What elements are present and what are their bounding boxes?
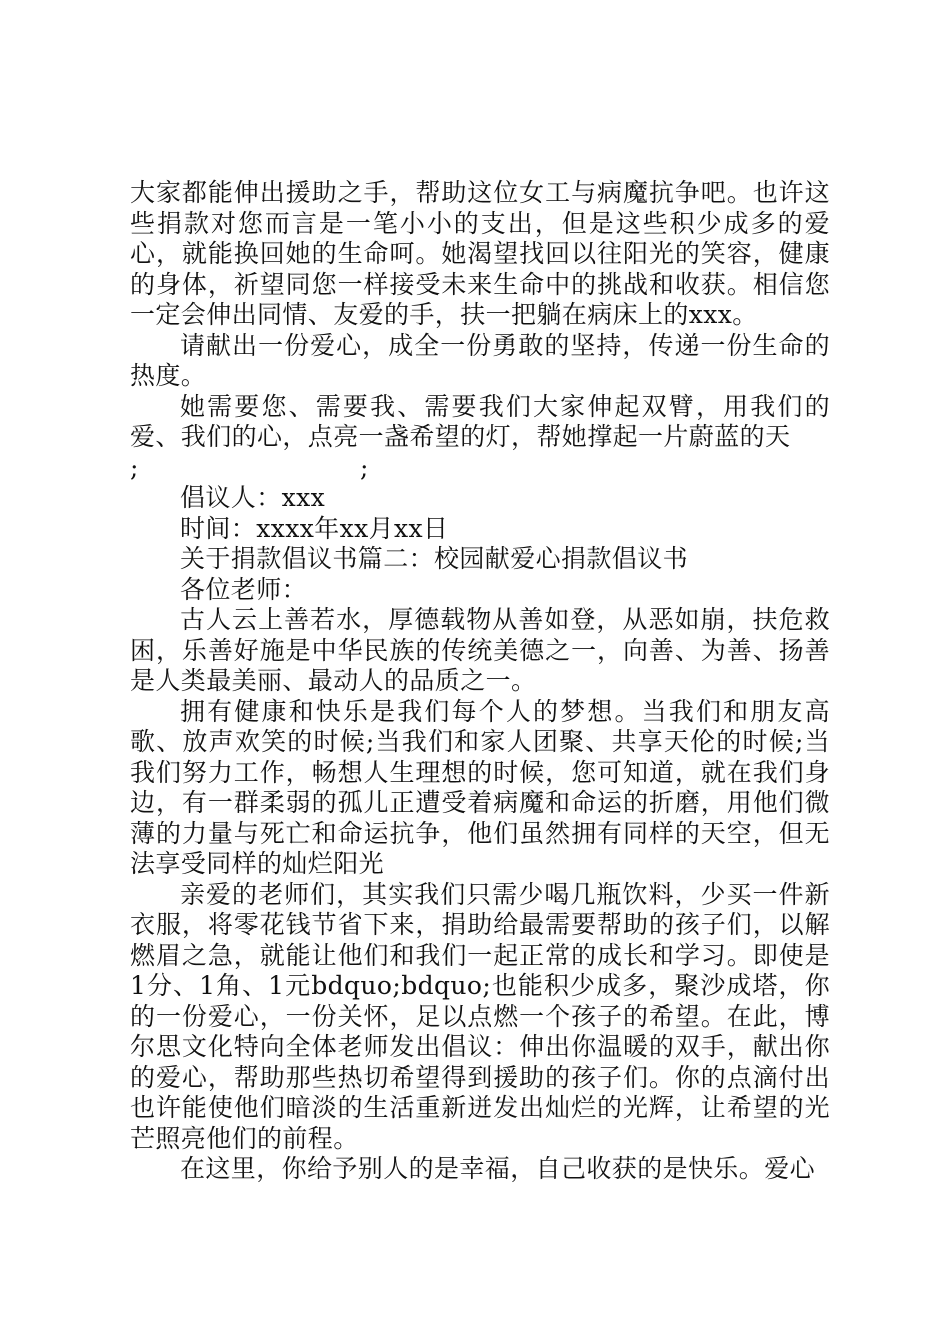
paragraph-here-you-give: 在这里，你给予别人的是幸福，自己收获的是快乐。爱心 — [180, 1154, 816, 1183]
initiator-line: 倡议人：xxx — [180, 483, 326, 512]
salutation: 各位老师： — [180, 574, 308, 604]
semicolon-mark: ; — [360, 452, 369, 482]
paragraph-offer-love: 请献出一份爱心，成全一份勇敢的坚持，传递一份生命的热度。 — [130, 330, 830, 390]
paragraph-she-needs-you: 她需要您、需要我、需要我们大家伸起双臂，用我们的爱、我们的心，点亮一盏希望的灯，帮她撑起一片蔚蓝的天 — [130, 391, 830, 451]
paragraph-dear-teachers: 亲爱的老师们，其实我们只需少喝几瓶饮料，少买一件新衣服，将零花钱节省下来，捐助给最需要帮助的孩子们，以解燃眉之急，就能让他们和我们一起正常的成长和学习。即使是1分、1角、1元bdquo;bdquo;也能积少成多，聚沙成塔，你的一份爱心，一份关怀，足以点燃一个孩子的希望。在此，博尔思文化特向全体老师发出倡议：伸出你温暖的双手，献出你的爱心，帮助那些热切希望得到援助的孩子们。你的点滴付出也许能使他们暗淡的生活重新迸发出灿烂的光辉，让希望的光芒照亮他们的前程。 — [130, 879, 830, 1153]
semicolon-mark: ; — [130, 452, 139, 482]
paragraph-health-happiness: 拥有健康和快乐是我们每个人的梦想。当我们和朋友高歌、放声欢笑的时候;当我们和家人团聚、共享天伦的时候;当我们努力工作，畅想人生理想的时候，您可知道，就在我们身边，有一群柔弱的孤儿正遭受着病魔和命运的折磨，用他们微薄的力量与死亡和命运抗争，他们虽然拥有同样的天空，但无法享受同样的灿烂阳光 — [130, 696, 830, 878]
paragraph-appeal-help: 大家都能伸出援助之手，帮助这位女工与病魔抗争吧。也许这些捐款对您而言是一笔小小的支出，但是这些积少成多的爱心，就能换回她的生命呵。她渴望找回以往阳光的笑容，健康的身体，祈望同您一样接受未来生命中的挑战和收获。相信您一定会伸出同情、友爱的手，扶一把躺在病床上的xxx。 — [130, 178, 830, 329]
document-body — [130, 178, 830, 1185]
paragraph-virtue: 古人云上善若水，厚德载物从善如登，从恶如崩，扶危救困，乐善好施是中华民族的传统美德之一，向善、为善、扬善是人类最美丽、最动人的品质之一。 — [130, 605, 830, 695]
date-line: 时间：xxxx年xx月xx日 — [180, 513, 449, 543]
section-title: 关于捐款倡议书篇二：校园献爱心捐款倡议书 — [180, 544, 689, 573]
semicolon-line — [130, 453, 830, 484]
